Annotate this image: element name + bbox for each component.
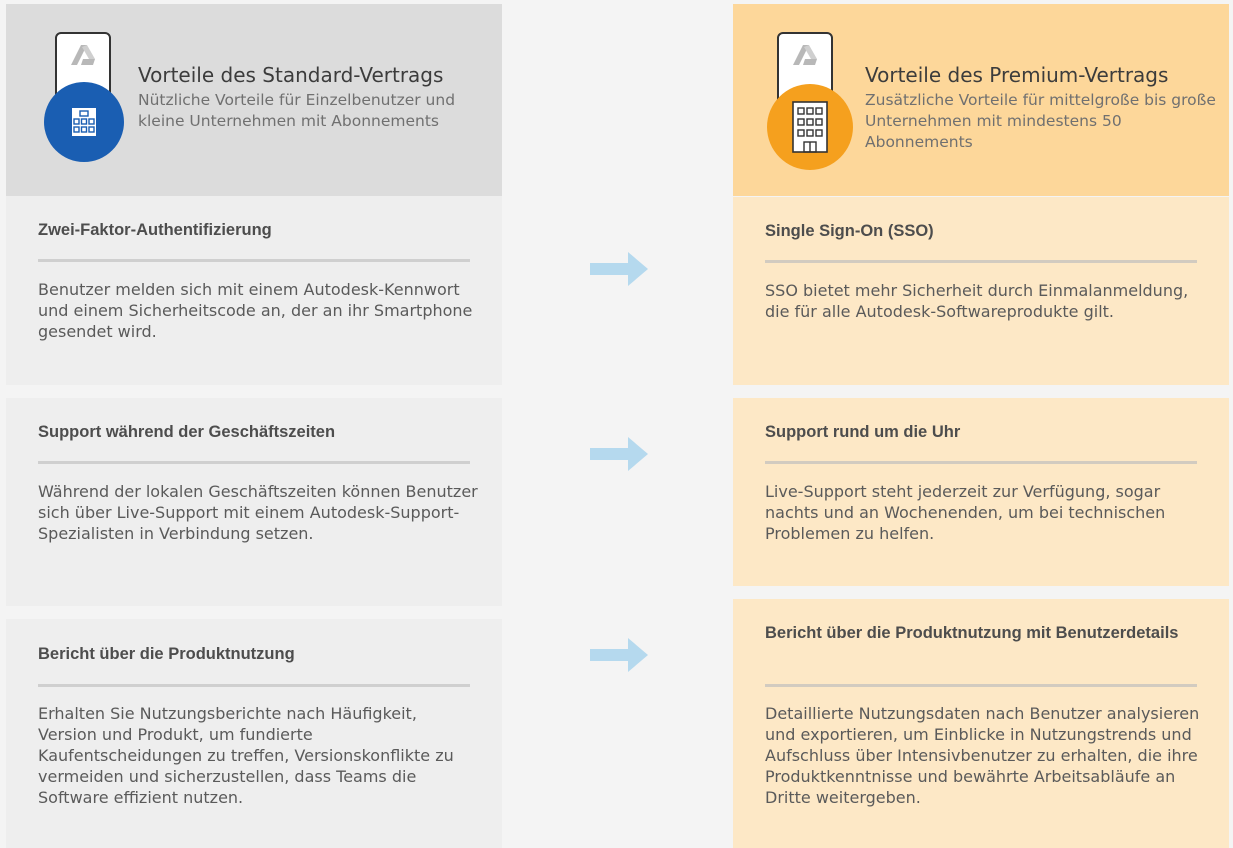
premium-card-sso — [733, 197, 1229, 385]
card-divider — [38, 259, 470, 262]
standard-header — [6, 4, 502, 196]
standard-card-support — [6, 398, 502, 606]
card-body: SSO bietet mehr Sicherheit durch Einmalanmeldung, die für alle Autodesk-Softwareprodukte gilt. — [765, 281, 1189, 321]
card-divider — [38, 684, 470, 687]
card-body: Während der lokalen Geschäftszeiten können Benutzer sich über Live-Support mit einem Autodesk-Support-Spezialisten in Verbindung setzen. — [38, 482, 478, 543]
card-title: Bericht über die Produktnutzung mit Benutzerdetails — [765, 624, 1179, 642]
card-title: Support während der Geschäftszeiten — [38, 423, 336, 441]
arrow-right-icon — [590, 437, 648, 471]
card-divider — [38, 461, 470, 464]
autodesk-logo-icon — [69, 44, 97, 66]
standard-subtitle: Nützliche Vorteile für Einzelbenutzer und kleine Unternehmen mit Abonnements — [138, 91, 456, 130]
premium-card-usage-report — [733, 599, 1229, 848]
premium-header — [733, 4, 1229, 196]
building-small-icon — [44, 82, 124, 162]
standard-title: Vorteile des Standard-Vertrags — [138, 63, 444, 87]
standard-card-two-factor — [6, 196, 502, 385]
card-title: Bericht über die Produktnutzung — [38, 645, 295, 663]
autodesk-logo-icon — [791, 44, 819, 66]
arrow-right-icon — [590, 638, 648, 672]
card-title: Zwei-Faktor-Authentifizierung — [38, 221, 272, 239]
premium-subtitle: Zusätzliche Vorteile für mittelgroße bis große Unternehmen mit mindestens 50 Abonnements — [865, 91, 1216, 151]
card-body: Benutzer melden sich mit einem Autodesk-Kennwort und einem Sicherheitscode an, der an ihr Smartphone gesendet wird. — [38, 280, 473, 341]
arrow-right-icon — [590, 252, 648, 286]
card-divider — [765, 684, 1197, 687]
card-divider — [765, 260, 1197, 263]
card-divider — [765, 461, 1197, 464]
standard-card-usage-report — [6, 619, 502, 848]
card-body: Detaillierte Nutzungsdaten nach Benutzer analysieren und exportieren, um Einblicke in Nutzungstrends und Aufschluss über Intensivbenutzer zu erhalten, die ihre Produktkenntnisse und bewährte Arbeitsabläufe an Dritte weitergeben. — [765, 704, 1200, 807]
card-title: Single Sign-On (SSO) — [765, 222, 934, 240]
building-large-icon — [767, 84, 853, 170]
premium-title: Vorteile des Premium-Vertrags — [865, 63, 1169, 87]
card-body: Live-Support steht jederzeit zur Verfügung, sogar nachts und an Wochenenden, um bei technischen Problemen zu helfen. — [765, 482, 1166, 543]
card-title: Support rund um die Uhr — [765, 423, 961, 441]
card-body: Erhalten Sie Nutzungsberichte nach Häufigkeit, Version und Produkt, um fundierte Kaufentscheidungen zu treffen, Versionskonflikte zu vermeiden und sicherzustellen, dass Teams die Software effizient nutzen. — [38, 704, 454, 807]
premium-card-support — [733, 398, 1229, 586]
